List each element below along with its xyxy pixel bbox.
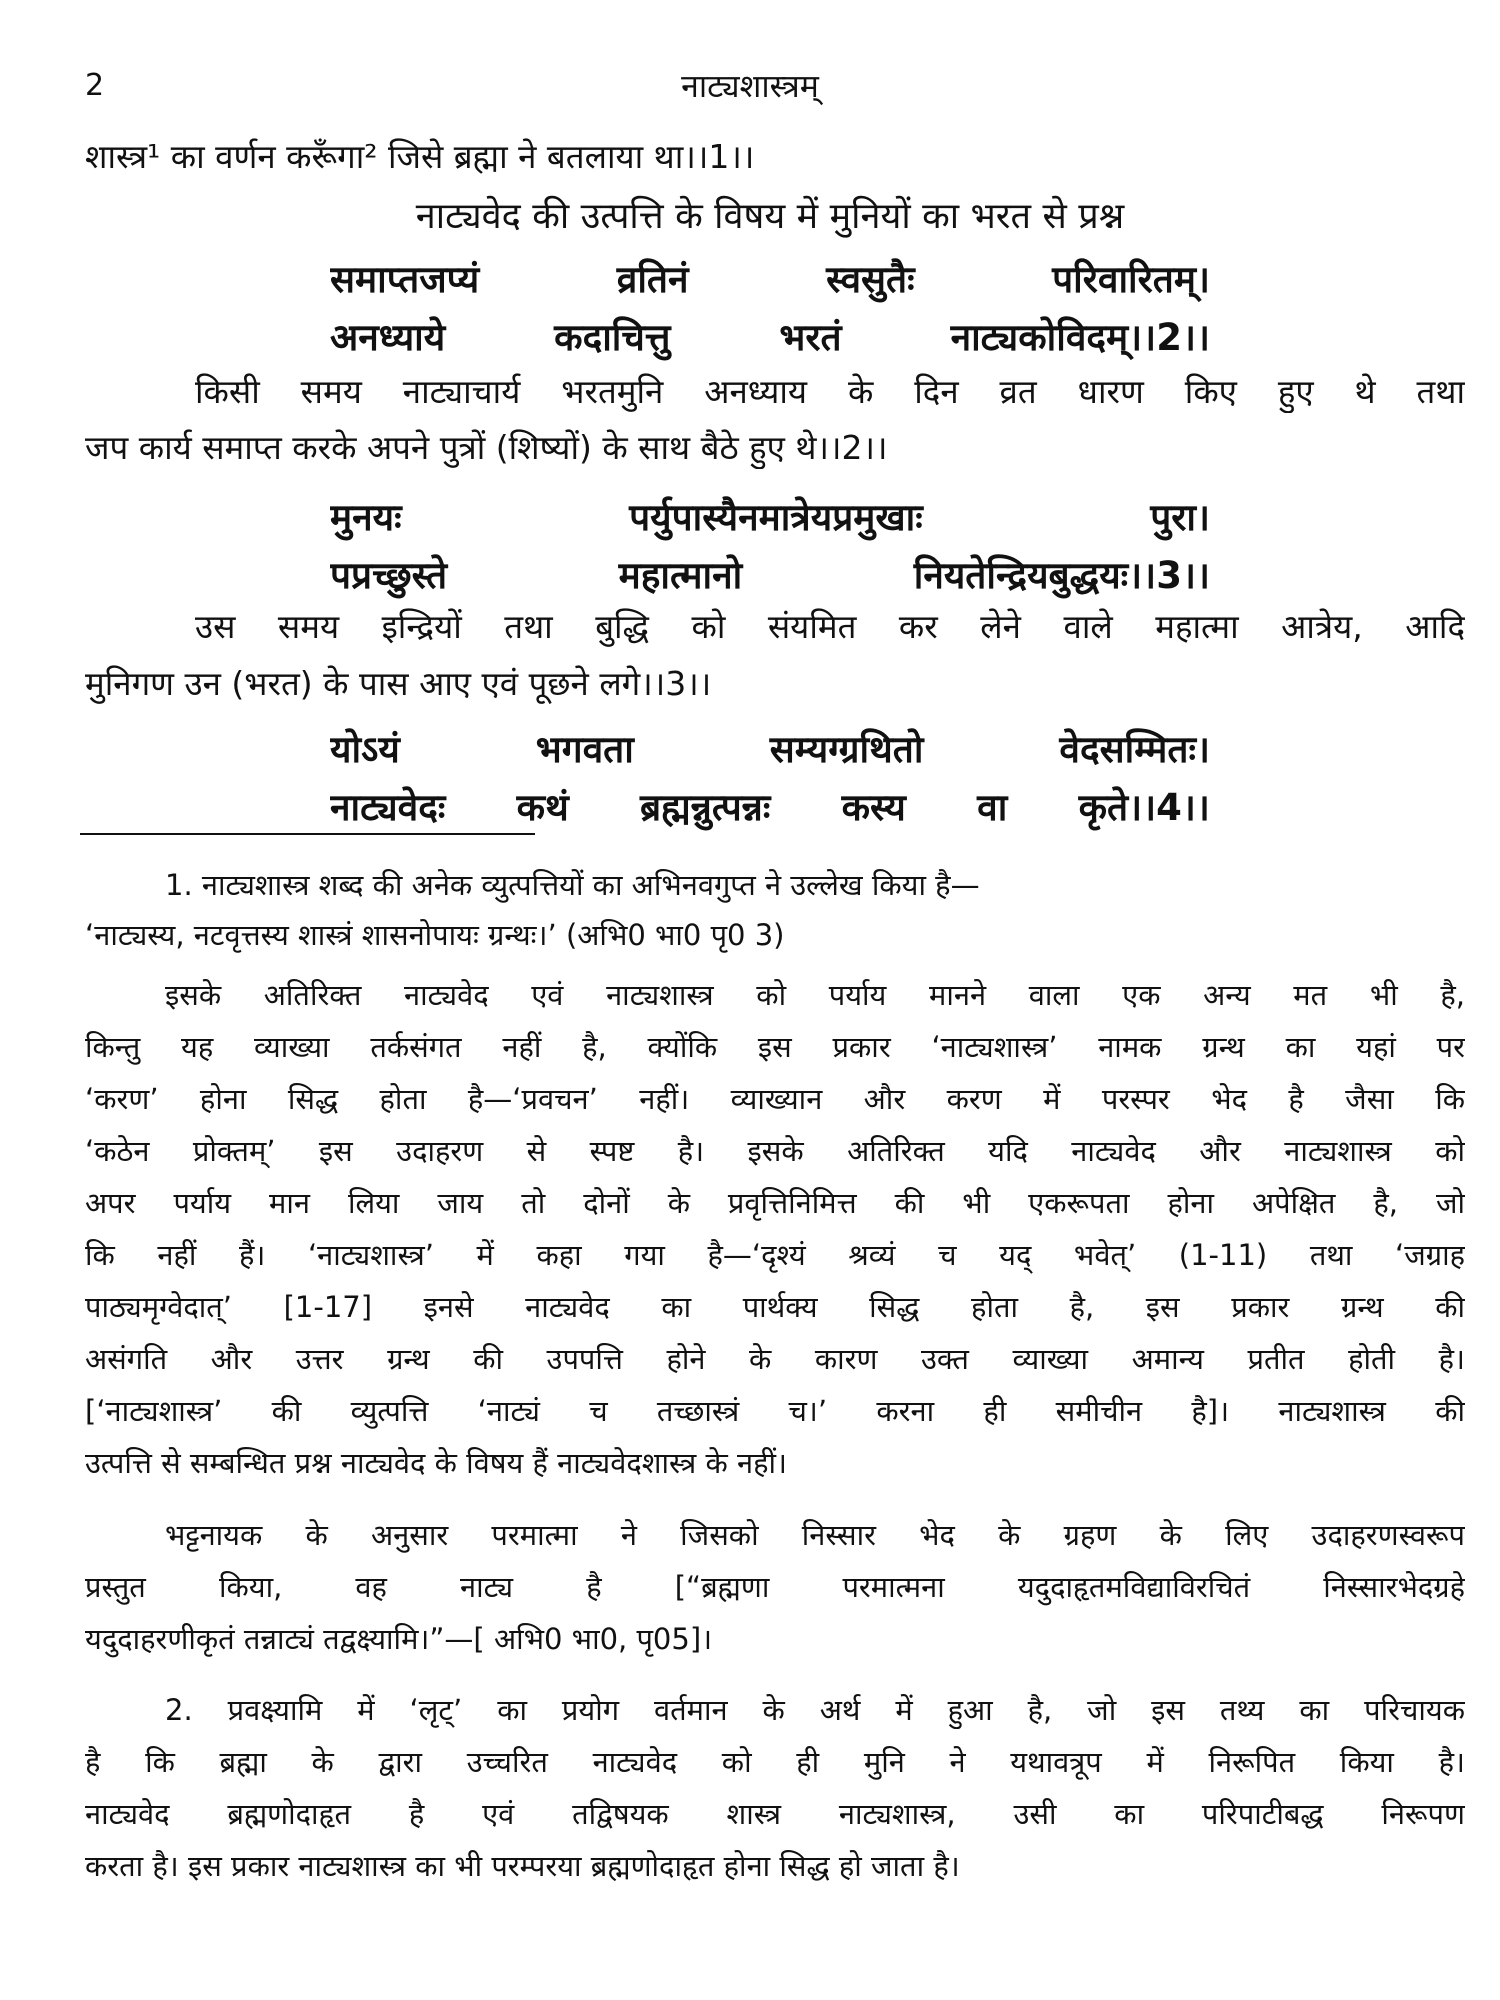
footnote-line: ‘करण’ होना सिद्ध होता है—‘प्रवचन’ नहीं। व्याख्यान और करण में परस्पर भेद है जैसा कि bbox=[85, 1082, 1465, 1116]
verse-word: पर्युपास्यैनमात्रेयप्रमुखाः bbox=[629, 496, 923, 539]
footnote-divider bbox=[80, 833, 535, 835]
verse-word: अनध्याये bbox=[330, 316, 446, 359]
footnote-line: उत्पत्ति से सम्बन्धित प्रश्न नाट्यवेद के विषय हैं नाट्यवेदशास्त्र के नहीं। bbox=[85, 1446, 787, 1480]
running-title: नाट्यशास्त्रम् bbox=[681, 67, 819, 105]
verse-4-line-1 bbox=[330, 722, 1210, 773]
footnote-line: नाट्यवेद ब्रह्मणोदाहृत है एवं तद्विषयक शास्त्र नाट्यशास्त्र, उसी का परिपाटीबद्ध निरूपण bbox=[85, 1797, 1465, 1831]
footnote-line: करता है। इस प्रकार नाट्यशास्त्र का भी परम्परया ब्रह्मणोदाहृत होना सिद्ध हो जाता है। bbox=[85, 1849, 960, 1883]
footnote-line: 2. प्रवक्ष्यामि में ‘लृट्’ का प्रयोग वर्तमान के अर्थ में हुआ है, जो इस तथ्य का परिचायक bbox=[165, 1693, 1465, 1727]
translation-2-line-2: जप कार्य समाप्त करके अपने पुत्रों (शिष्यों) के साथ बैठे हुए थे।।2।। bbox=[85, 428, 888, 467]
verse-word: सम्यग्ग्रथितो bbox=[769, 728, 924, 771]
verse-word: समाप्तजप्यं bbox=[330, 258, 480, 301]
footnote-line: भट्टनायक के अनुसार परमात्मा ने जिसको निस्सार भेद के ग्रहण के लिए उदाहरणस्वरूप bbox=[165, 1518, 1465, 1552]
translation-2-line-1: किसी समय नाट्याचार्य भरतमुनि अनध्याय के दिन व्रत धारण किए हुए थे तथा bbox=[195, 372, 1465, 411]
verse-word: वेदसम्मितः। bbox=[1059, 728, 1210, 771]
verse-word: कथं bbox=[516, 786, 569, 829]
verse-word: भगवता bbox=[535, 728, 634, 771]
footnote-line: ‘कठेन प्रोक्तम्’ इस उदाहरण से स्पष्ट है। इसके अतिरिक्त यदि नाट्यवेद और नाट्यशास्त्र को bbox=[85, 1134, 1465, 1168]
verse-word: नाट्यकोविदम्।।2।। bbox=[950, 316, 1210, 359]
footnote-line: [‘नाट्यशास्त्र’ की व्युत्पत्ति ‘नाट्यं च तच्छास्त्रं च।’ करना ही समीचीन है]। नाट्यशास्त्र की bbox=[85, 1394, 1465, 1428]
footnote-line: इसके अतिरिक्त नाट्यवेद एवं नाट्यशास्त्र को पर्याय मानने वाला एक अन्य मत भी है, bbox=[165, 978, 1465, 1012]
verse-word: पुरा। bbox=[1150, 496, 1210, 539]
verse-word: पप्रच्छुस्ते bbox=[330, 554, 448, 597]
verse-word: कस्य bbox=[841, 786, 906, 829]
verse-word: स्वसुतैः bbox=[826, 258, 915, 301]
footnote-line: किन्तु यह व्याख्या तर्कसंगत नहीं है, क्योंकि इस प्रकार ‘नाट्यशास्त्र’ नामक ग्रन्थ का यहां पर bbox=[85, 1030, 1465, 1064]
footnote-line: अपर पर्याय मान लिया जाय तो दोनों के प्रवृत्तिनिमित्त की भी एकरूपता होना अपेक्षित है, जो bbox=[85, 1186, 1465, 1220]
verse-3-line-1 bbox=[330, 490, 1210, 541]
verse-word: नाट्यवेदः bbox=[330, 786, 446, 829]
verse-word: ब्रह्मन्नुत्पन्नः bbox=[640, 786, 771, 829]
verse-2-line-2 bbox=[330, 310, 1210, 361]
verse-2-line-1 bbox=[330, 252, 1210, 303]
verse-word: परिवारितम्। bbox=[1052, 258, 1210, 301]
verse-3-line-2 bbox=[330, 548, 1210, 599]
translation-3-line-1: उस समय इन्द्रियों तथा बुद्धि को संयमित कर लेने वाले महात्मा आत्रेय, आदि bbox=[195, 607, 1465, 646]
verse-4-line-2 bbox=[330, 780, 1210, 831]
verse-word: भरतं bbox=[779, 316, 842, 359]
continuation-line: शास्त्र¹ का वर्णन करूँगा² जिसे ब्रह्मा ने बतलाया था।।1।। bbox=[85, 137, 755, 176]
page-number: 2 bbox=[85, 68, 105, 103]
verse-word: नियतेन्द्रियबुद्धयः।।3।। bbox=[913, 554, 1210, 597]
verse-word: महात्मानो bbox=[618, 554, 743, 597]
footnote-line: है कि ब्रह्मा के द्वारा उच्चरित नाट्यवेद को ही मुनि ने यथावत्रूप में निरूपित किया है। bbox=[85, 1745, 1465, 1779]
footnote-line: पाठ्यमृग्वेदात्’ [1-17] इनसे नाट्यवेद का पार्थक्य सिद्ध होता है, इस प्रकार ग्रन्थ की bbox=[85, 1290, 1465, 1324]
footnote-line: प्रस्तुत किया, वह नाट्य है [“ब्रह्मणा परमात्मना यदुदाहृतमविद्याविरचितं निस्सारभेदग्रहे bbox=[85, 1570, 1465, 1604]
footnote-line: ‘नाट्यस्य, नटवृत्तस्य शास्त्रं शासनोपायः ग्रन्थः।’ (अभि0 भा0 पृ0 3) bbox=[85, 918, 785, 952]
footnote-line: यदुदाहरणीकृतं तन्नाट्यं तद्वक्ष्यामि।”—[ अभि0 भा0, पृ05]। bbox=[85, 1622, 713, 1656]
section-heading: नाट्यवेद की उत्पत्ति के विषय में मुनियों का भरत से प्रश्न bbox=[415, 196, 1125, 237]
verse-word: कृते।।4।। bbox=[1078, 786, 1210, 829]
footnote-line: 1. नाट्यशास्त्र शब्द की अनेक व्युत्पत्तियों का अभिनवगुप्त ने उल्लेख किया है— bbox=[165, 868, 980, 902]
verse-word: व्रतिनं bbox=[616, 258, 689, 301]
footnote-line: असंगति और उत्तर ग्रन्थ की उपपत्ति होने के कारण उक्त व्याख्या अमान्य प्रतीत होती है। bbox=[85, 1342, 1465, 1376]
verse-word: वा bbox=[977, 786, 1008, 829]
translation-3-line-2: मुनिगण उन (भरत) के पास आए एवं पूछने लगे।।3।। bbox=[85, 664, 712, 703]
verse-word: मुनयः bbox=[330, 496, 402, 539]
verse-word: योऽयं bbox=[330, 728, 400, 771]
verse-word: कदाचित्तु bbox=[554, 316, 671, 359]
footnote-line: कि नहीं हैं। ‘नाट्यशास्त्र’ में कहा गया है—‘दृश्यं श्रव्यं च यद् भवेत्’ (1-11) तथा ‘जग्राह bbox=[85, 1238, 1465, 1272]
